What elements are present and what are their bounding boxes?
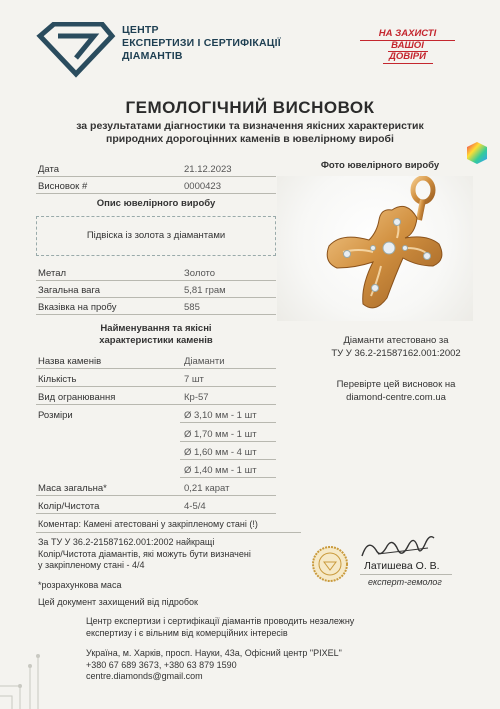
contact-info <box>86 648 446 683</box>
conclusion-number-label: Висновок # <box>38 181 88 192</box>
sizes-label: Розміри <box>38 410 73 421</box>
size-item: Ø 1,40 мм - 1 шт <box>184 465 257 476</box>
cut-value: Кр-57 <box>184 392 209 403</box>
decorative-circuit-pattern <box>0 646 46 709</box>
divider <box>36 297 276 298</box>
metal-value: Золото <box>184 268 216 279</box>
divider <box>180 441 276 442</box>
protection-note: Цей документ захищений від підробок <box>38 597 198 607</box>
divider <box>36 532 301 533</box>
photo-caption: Фото ювелірного виробу <box>320 160 440 171</box>
verification-info: Перевірте цей висновок на diamond-centre.com.ua <box>296 379 496 404</box>
conclusion-number-value: 0000423 <box>184 181 221 192</box>
metal-label: Метал <box>38 268 67 279</box>
weight-label: Загальна вага <box>38 285 100 296</box>
product-photo <box>277 176 473 321</box>
divider <box>36 495 276 496</box>
count-label: Кількість <box>38 374 77 385</box>
mass-label: Маса загальна* <box>38 483 107 494</box>
phones: +380 67 689 3673, +380 63 879 1590 <box>86 659 237 670</box>
size-item: Ø 1,60 мм - 4 шт <box>184 447 257 458</box>
date-label: Дата <box>38 164 60 175</box>
gold-cross-pendant-image <box>277 176 473 321</box>
divider <box>36 176 276 177</box>
divider <box>36 386 276 387</box>
expert-name: Латишева О. В. <box>364 560 440 572</box>
divider <box>36 314 276 315</box>
slogan: НА ЗАХИСТІ ВАШОЇ ДОВІРИ <box>360 29 455 64</box>
diamond-logo-icon <box>36 22 116 78</box>
comment: Коментар: Камені атестовані у закріпленому стані (!) <box>38 519 258 529</box>
divider <box>360 574 452 575</box>
document-title: ГЕМОЛОГІЧНИЙ ВИСНОВОК <box>125 98 375 117</box>
handwritten-signature <box>358 528 438 564</box>
date-value: 21.12.2023 <box>184 164 232 175</box>
color-clarity-label: Колір/Чистота <box>38 501 100 512</box>
address: Україна, м. Харків, просп. Науки, 43а, Офісний центр "PIXEL" <box>86 648 342 658</box>
count-value: 7 шт <box>184 374 204 385</box>
description-heading: Опис ювелірного виробу <box>96 198 216 209</box>
divider <box>36 404 276 405</box>
expert-title: експерт-гемолог <box>368 577 442 587</box>
mass-value: 0,21 карат <box>184 483 230 494</box>
independence-statement: Центр експертизи і сертифікації діамантів проводить незалежну експертизу і є вільним від комерційних інтересів <box>86 616 355 638</box>
tu-note: За ТУ У 36.2-21587162.001:2002 найкращі Колір/Чистота діамантів, які можуть бути визначені у закріпленому стані - 4/4 <box>38 537 251 570</box>
divider <box>180 422 276 423</box>
color-clarity-value: 4-5/4 <box>184 501 206 512</box>
divider <box>180 459 276 460</box>
round-seal-icon <box>311 545 349 583</box>
assay-value: 585 <box>184 302 200 313</box>
weight-value: 5,81 грам <box>184 285 226 296</box>
stones-heading: Найменування та якісні характеристики каменів <box>99 323 213 346</box>
size-item: Ø 1,70 мм - 1 шт <box>184 429 257 440</box>
size-item: Ø 3,10 мм - 1 шт <box>184 410 257 421</box>
email-link[interactable]: centre.diamonds@gmail.com <box>86 671 203 681</box>
calculated-mass-note: *розрахункова маса <box>38 580 122 590</box>
attestation-info: Діаманти атестовано за ТУ У 36.2-21587162.001:2002 <box>331 335 461 359</box>
description-text: Підвіска із золота з діамантами <box>86 230 226 241</box>
divider <box>36 280 276 281</box>
cut-label: Вид огранювання <box>38 392 116 403</box>
divider <box>36 368 276 369</box>
assay-label: Вказівка на пробу <box>38 302 117 313</box>
stone-name-label: Назва каменів <box>38 356 102 367</box>
divider <box>180 477 276 478</box>
document-subtitle: за результатами діагностики та визначення якісних характеристик природних дорогоцінних каменів в ювелірному виробі <box>76 120 424 145</box>
stone-name-value: Діаманти <box>184 356 225 367</box>
divider <box>36 513 276 514</box>
verification-link[interactable]: diamond-centre.com.ua <box>346 391 446 403</box>
organization-name: ЦЕНТР ЕКСПЕРТИЗИ І СЕРТИФІКАЦІЇ ДІАМАНТІВ <box>122 24 281 62</box>
divider <box>36 193 276 194</box>
